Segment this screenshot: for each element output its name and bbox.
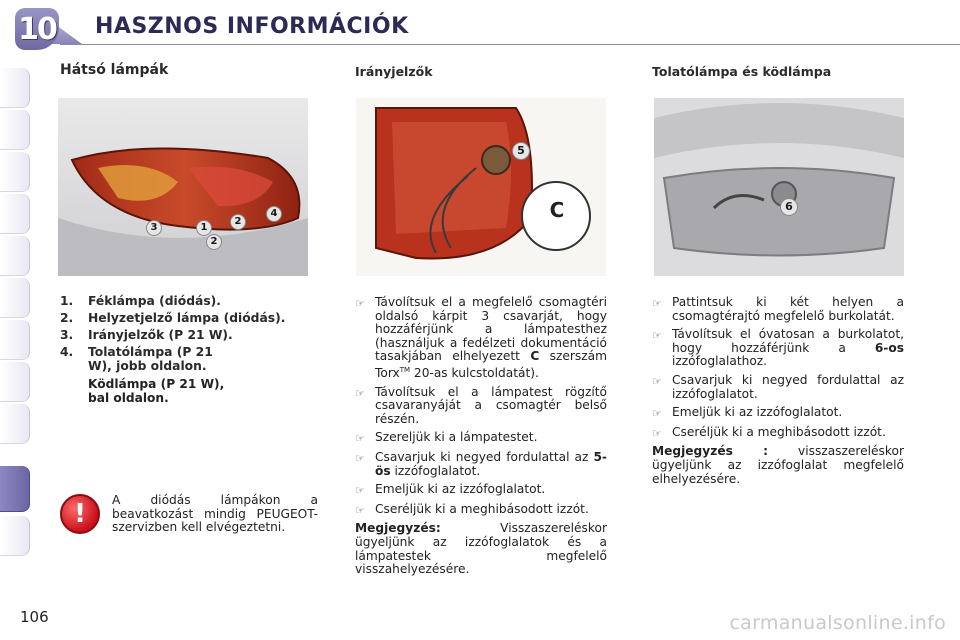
pointing-hand-icon: ☞ [652, 426, 662, 440]
callout-1: 1 [196, 220, 212, 236]
side-tab-6[interactable] [0, 278, 30, 318]
reverse-fog-heading: Tolatólámpa és ködlámpa [652, 64, 832, 79]
rear-lamps-heading: Hátsó lámpák [60, 62, 169, 78]
tool-c-label: C [549, 198, 565, 222]
list-item: 4. Tolatólámpa (P 21 W), jobb oldalon. [60, 345, 213, 373]
pointing-hand-icon: ☞ [355, 297, 365, 310]
callout-2-lower: 2 [206, 234, 222, 250]
pointing-hand-icon: ☞ [355, 484, 365, 498]
warning-exclamation-icon: ! [60, 494, 100, 534]
step-item: ☞ Pattintsuk ki két helyen a csomagtérajtó megfelelő burkolatát. [652, 295, 904, 323]
callout-4: 4 [266, 206, 282, 222]
step-item: ☞ Emeljük ki az izzófoglalatot. [355, 482, 546, 498]
step-item: ☞ Csavarjuk ki negyed fordulattal az 5-ös izzófoglalatot. [355, 450, 607, 478]
step-item: ☞ Csavarjuk ki negyed fordulattal az izzófoglalatot. [652, 372, 904, 401]
trunk-lamp-photo [654, 98, 904, 276]
warning-text: A diódás lámpákon a beavatkozást mindig PEUGEOT-szervizben kell elvégeztetni. [112, 493, 318, 535]
side-tab-3[interactable] [0, 152, 30, 192]
step-item: ☞ Távolítsuk el a lámpatest rögzítő csavaranyáját a csomagtér belső részén. [355, 384, 607, 426]
page-number: 106 [20, 608, 49, 626]
reverse-fog-note: Megjegyzés : visszaszereléskor ügyeljünk az izzófoglalat megfelelő elhelyezésére. [652, 444, 904, 486]
pointing-hand-icon: ☞ [652, 297, 662, 310]
pointing-hand-icon: ☞ [355, 503, 365, 517]
list-item: 2. Helyzetjelző lámpa (diódás). [60, 311, 286, 325]
reverse-fog-steps-column [652, 296, 904, 486]
callout-6: 6 [780, 198, 798, 216]
indicator-lamp-photo [356, 98, 606, 276]
indicators-heading: Irányjelzők [355, 64, 433, 79]
list-item: 1. Féklámpa (diódás). [60, 294, 221, 308]
callout-5: 5 [512, 142, 530, 160]
step-item: ☞ Távolítsuk el a megfelelő csomagtéri oldalsó kárpit 3 csavarját, hogy hozzáférjünk a lámpatesthez (használjuk a fedélzeti dokumentáció tasakjában elhelyezett C szerszám Torx™ 20-as kulcstoldatát). [355, 295, 608, 381]
indicator-note: Megjegyzés: Visszaszereléskor ügyeljünk az izzófoglalatok és a lámpatestek megfelelő visszahelyezésére. [355, 521, 607, 577]
step-item: ☞ Cseréljük ki a meghibásodott izzót. [355, 501, 589, 517]
list-item: 3. Irányjelzők (P 21 W). [60, 328, 233, 342]
callout-2-upper: 2 [230, 214, 246, 230]
callout-3: 3 [146, 220, 162, 236]
pointing-hand-icon: ☞ [652, 329, 662, 343]
side-tab-4[interactable] [0, 194, 30, 234]
page-header [0, 0, 960, 46]
rear-lamps-list [60, 294, 320, 373]
warning-box [60, 488, 318, 548]
side-tab-9[interactable] [0, 404, 30, 444]
side-tab-5[interactable] [0, 236, 30, 276]
side-tab-1[interactable] [0, 68, 30, 108]
fog-lamp-subitem: Ködlámpa (P 21 W), bal oldalon. [88, 377, 225, 405]
step-item: ☞ Cseréljük ki a meghibásodott izzót. [652, 424, 886, 440]
step-item: ☞ Emeljük ki az izzófoglalatot. [652, 405, 843, 421]
pointing-hand-icon: ☞ [355, 386, 365, 400]
pointing-hand-icon: ☞ [355, 452, 365, 465]
watermark: carmanualsonline.info [729, 612, 946, 634]
rear-lamps-list-column [60, 294, 320, 405]
chapter-side-tabs [0, 68, 32, 578]
header-divider [60, 44, 960, 45]
pointing-hand-icon: ☞ [355, 432, 365, 446]
step-item: ☞ Szereljük ki a lámpatestet. [355, 430, 538, 446]
side-tab-11[interactable] [0, 516, 30, 556]
chapter-badge: 10 [15, 8, 59, 50]
side-tab-10-active[interactable] [0, 466, 30, 512]
side-tab-8[interactable] [0, 362, 30, 402]
page-title: HASZNOS INFORMÁCIÓK [95, 14, 409, 39]
rear-lamp-photo [58, 98, 308, 276]
pointing-hand-icon: ☞ [652, 374, 662, 388]
side-tab-7[interactable] [0, 320, 30, 360]
step-item: ☞ Távolítsuk el óvatosan a burkolatot, hogy hozzáférjünk a 6-os izzófoglalathoz. [652, 327, 904, 369]
pointing-hand-icon: ☞ [652, 407, 662, 421]
side-tab-2[interactable] [0, 110, 30, 150]
indicator-steps-column [355, 296, 607, 577]
